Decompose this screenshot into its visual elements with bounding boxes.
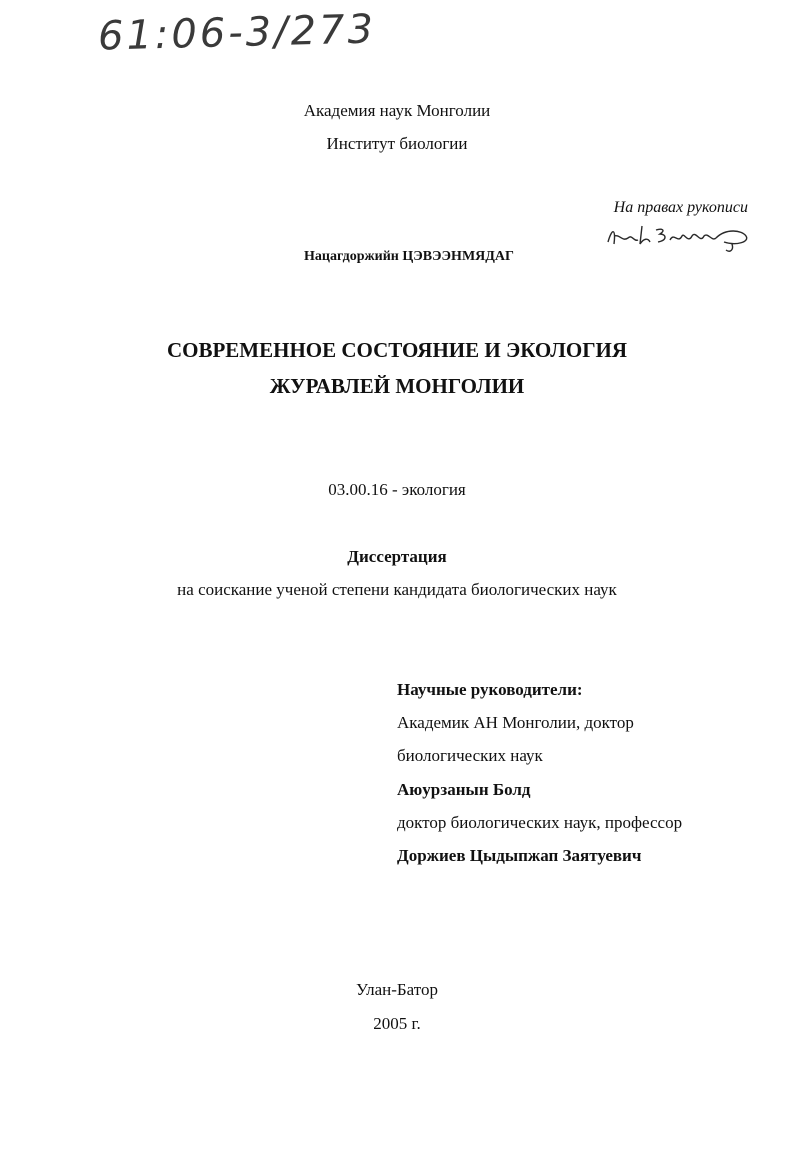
degree-text: на соискание ученой степени кандидата биологических наук [177,580,617,599]
advisor1-name: Аюурзанын Болд [397,780,531,799]
handwritten-signature [604,220,754,254]
title-line-2: ЖУРАВЛЕЙ МОНГОЛИИ [269,374,525,398]
specialty-code: 03.00.16 - экология [328,480,466,499]
author-name: Нацагдоржийн ЦЭВЭЭНМЯДАГ [304,249,514,264]
advisors-heading: Научные руководители: [397,680,583,699]
work-type: Диссертация [347,547,447,566]
academy-name: Академия наук Монголии [303,101,491,120]
archive-stamp: 61:06-3/273 [97,6,377,60]
title-line-1: СОВРЕМЕННОЕ СОСТОЯНИЕ И ЭКОЛОГИЯ [166,338,628,362]
advisor1-title-line1: Академик АН Монголии, доктор [397,713,634,732]
advisor2-name: Доржиев Цыдыпжап Заятуевич [397,846,642,865]
city: Улан-Батор [356,980,438,999]
institute-name: Институт биологии [326,134,468,153]
advisor2-title: доктор биологических наук, профессор [397,813,683,832]
year: 2005 г. [373,1014,421,1033]
advisor1-title-line2: биологических наук [397,746,543,765]
manuscript-note: На правах рукописи [613,199,748,216]
